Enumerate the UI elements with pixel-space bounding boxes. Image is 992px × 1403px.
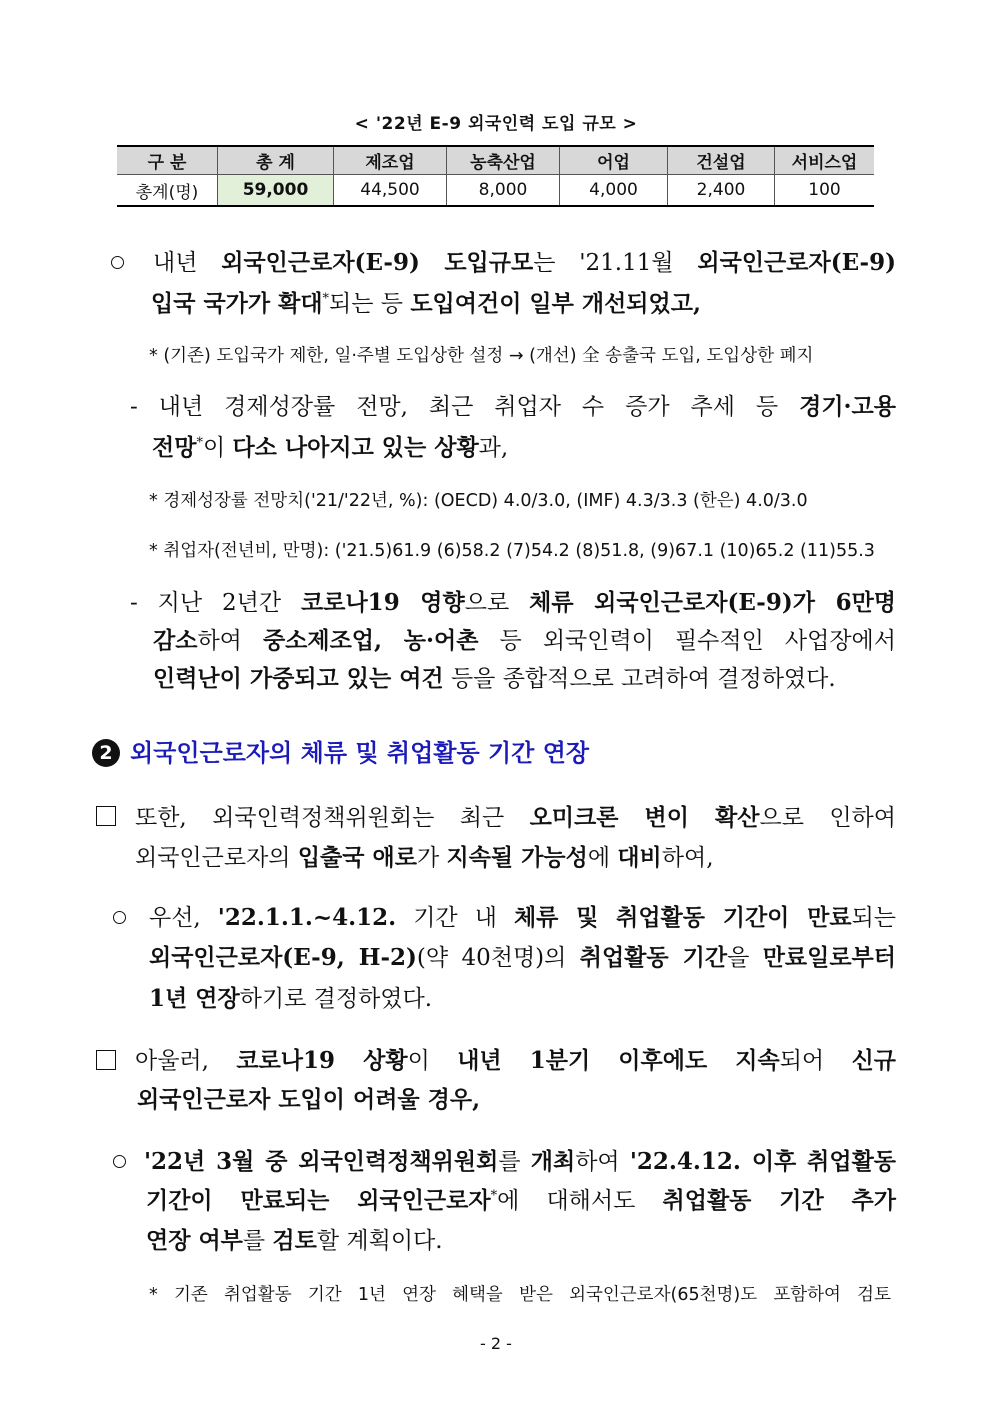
footnote-2: * 경제성장률 전망치('21/'22년, %): (OECD) 4.0/3.0, (IMF) 4.3/3.3 (한은) 4.0/3.0 [149,491,808,511]
circle-bullet-icon [113,1155,126,1168]
section-heading: 2 외국인근로자의 체류 및 취업활동 기간 연장 [92,733,589,768]
header-agriculture: 농축산업 [447,146,560,175]
paragraph-7-line-1: '22년 3월 중 외국인력정책위원회를 개최하여 '22.4.12. 이후 취업활동 [144,1148,897,1175]
paragraph-1-line-2: 입국 국가가 확대*되는 등 도입여건이 일부 개선되었고, [151,290,701,317]
paragraph-5-line-2: 외국인근로자(E-9, H-2)(약 40천명)의 취업활동 기간을 만료일로부터 [149,944,896,971]
paragraph-2-line-1: - 내년 경제성장률 전망, 최근 취업자 수 증가 추세 등 경기·고용 [130,393,896,420]
table-header-row [117,146,874,175]
paragraph-3-line-1: - 지난 2년간 코로나19 영향으로 체류 외국인근로자(E-9)가 6만명 [130,589,897,616]
paragraph-4-line-1: 또한, 외국인력정책위원회는 최근 오미크론 변이 확산으로 인하여 [135,804,896,831]
footnote-1: * (기존) 도입국가 제한, 일·주별 도입상한 설정 → (개선) 全 송출국 도입, 도입상한 폐지 [149,346,814,366]
section-number-icon: 2 [92,739,120,767]
quota-table [117,145,874,207]
paragraph-7-line-3: 연장 여부를 검토할 계획이다. [146,1227,443,1254]
paragraph-5-line-3: 1년 연장하기로 결정하였다. [149,985,433,1012]
cell-construction: 2,400 [668,175,775,207]
paragraph-7-line-2: 기간이 만료되는 외국인근로자*에 대해서도 취업활동 기간 추가 [146,1187,896,1214]
cell-service: 100 [775,175,875,207]
paragraph-6-line-2: 외국인근로자 도입이 어려울 경우, [137,1086,481,1113]
paragraph-2-line-2: 전망*이 다소 나아지고 있는 상황과, [152,434,509,461]
cell-fishery: 4,000 [560,175,668,207]
footnote-3: * 취업자(전년비, 만명): ('21.5)61.9 (6)58.2 (7)54.2 (8)51.8, (9)67.1 (10)65.2 (11)55.3 [149,541,875,561]
cell-agriculture: 8,000 [447,175,560,207]
paragraph-3-line-2: 감소하여 중소제조업, 농·어촌 등 외국인력이 필수적인 사업장에서 [153,627,896,654]
square-bullet-icon [96,806,116,826]
table-row [117,175,874,207]
row-label: 총계(명) [117,175,218,207]
page-number: - 2 - [480,1334,512,1353]
circle-bullet-icon [113,911,126,924]
paragraph-6-line-1: 아울러, 코로나19 상황이 내년 1분기 이후에도 지속되어 신규 [135,1047,896,1074]
paragraph-3-line-3: 인력난이 가중되고 있는 여건 등을 종합적으로 고려하여 결정하였다. [153,665,836,692]
paragraph-5-line-1: 우선, '22.1.1.~4.12. 기간 내 체류 및 취업활동 기간이 만료되는 [149,904,896,931]
header-construction: 건설업 [668,146,775,175]
cell-manufacturing: 44,500 [334,175,447,207]
header-category: 구 분 [117,146,218,175]
cell-total: 59,000 [218,175,334,207]
header-manufacturing: 제조업 [334,146,447,175]
square-bullet-icon [96,1050,116,1070]
header-total: 총 계 [218,146,334,175]
paragraph-1-line-1: 내년 외국인근로자(E-9) 도입규모는 '21.11월 외국인근로자(E-9) [153,249,896,276]
table-caption: < '22년 E-9 외국인력 도입 규모 > [354,114,638,134]
footnote-4: * 기존 취업활동 기간 1년 연장 혜택을 받은 외국인근로자(65천명)도 포함하여 검토 [149,1285,891,1305]
header-service: 서비스업 [775,146,875,175]
header-fishery: 어업 [560,146,668,175]
circle-bullet-icon [111,256,124,269]
paragraph-4-line-2: 외국인근로자의 입출국 애로가 지속될 가능성에 대비하여, [135,844,714,871]
